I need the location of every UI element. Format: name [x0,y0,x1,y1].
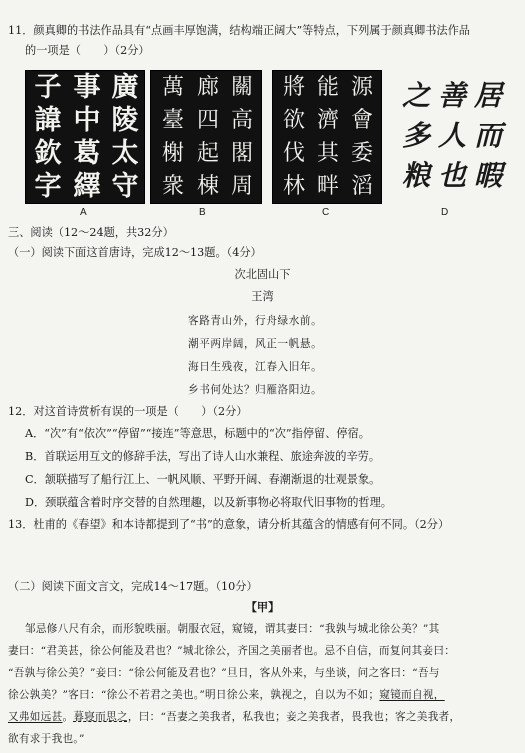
calligraphy-char: 廊 [196,74,219,100]
calligraphy-char: 閣 [230,140,253,166]
calligraphy-char: 繹 [73,171,101,202]
calligraphy-column [345,71,379,203]
q12-stem: 12．对这首诗赏析有误的一项是（ ）（2分） [8,405,248,418]
classical-text: ，曰：“吾妻之美我者，私我也；妾之美我者，畏我也；客之美我者， [127,711,461,723]
calligraphy-char: 關 [230,74,253,100]
q11-stem-line2: 的一项是（ ）（2分） [25,44,150,57]
calligraphy-char: 字 [34,171,62,202]
calligraphy-column [225,71,259,203]
calligraphy-char: 衆 [161,173,184,199]
q11-stem-line1: 11．颜真卿的书法作品具有“点画丰厚饱满，结构端正阔大”等特点，下列属于颜真卿书法作品 [8,24,470,37]
calligraphy-column [156,71,190,203]
calligraphy-column [311,71,345,203]
q13-stem: 13．杜甫的《春望》和本诗都提到了“书”的意象，请分析其蕴含的情感有何不同。（2分） [8,518,450,531]
calligraphy-panel-d[interactable] [398,70,508,202]
option-label-a: A [80,207,87,218]
calligraphy-char: 會 [350,107,373,133]
calligraphy-char: 能 [316,74,339,100]
calligraphy-panel-c[interactable] [272,70,382,204]
passage-jia-heading: 【甲】 [245,600,280,614]
q12-option-b[interactable]: B．首联运用互文的修辞手法，写出了诗人山水兼程、旅途奔波的辛劳。 [25,450,381,463]
calligraphy-char: 之 [401,79,430,112]
part2-intro: （二）阅读下面文言文，完成14～17题。（10分） [8,580,258,593]
calligraphy-char: 中 [73,105,101,136]
classical-text: 。 [62,711,74,723]
calligraphy-char: 欽 [34,138,62,169]
calligraphy-char: 諱 [34,105,62,136]
classical-line [8,709,460,724]
option-label-c: C [322,207,330,218]
calligraphy-char: 棟 [196,173,219,199]
calligraphy-char: 事 [73,72,101,103]
calligraphy-char: 委 [350,140,373,166]
calligraphy-char: 周 [230,173,253,199]
calligraphy-char: 多 [401,119,430,152]
calligraphy-char: 其 [316,140,339,166]
poem-title: 次北固山下 [234,268,291,281]
q12-option-d[interactable]: D．颈联蕴含着时序交替的自然理趣，以及新事物必将取代旧事物的哲理。 [25,496,392,509]
option-label-d: D [441,207,449,218]
calligraphy-char: 畔 [316,173,339,199]
calligraphy-char: 葛 [73,138,101,169]
part1-intro: （一）阅读下面这首唐诗，完成12～13题。（4分） [8,246,262,259]
q12-option-a[interactable]: A．“次”有“依次”“停留”“接连”等意思，标题中的“次”指停留、停宿。 [25,427,370,440]
calligraphy-char: 濟 [316,107,339,133]
dotted-phrase: 暮寝而思之 [73,711,128,723]
calligraphy-char: 陵 [111,105,139,136]
calligraphy-char: 而 [473,119,502,152]
calligraphy-char: 廣 [111,72,139,103]
calligraphy-char: 起 [196,140,219,166]
calligraphy-char: 也 [437,159,466,192]
calligraphy-column [398,76,434,196]
q12-option-c[interactable]: C．颔联描写了船行江上、一帆风顺、平野开阔、春潮渐退的壮观景象。 [25,473,381,486]
calligraphy-column [434,76,470,196]
calligraphy-char: 源 [350,74,373,100]
classical-line: “吾孰与徐公美？”妾曰：“徐公何能及君也？”旦日，客从外来，与坐谈，问之客曰：“吾与 [8,667,440,679]
calligraphy-char: 子 [34,72,62,103]
calligraphy-char: 欲 [282,107,305,133]
calligraphy-char: 萬 [161,74,184,100]
calligraphy-panel-b[interactable] [150,70,262,204]
calligraphy-column [30,71,66,203]
classical-line [8,687,445,702]
underlined-phrase: 窥镜而自视， [379,689,445,701]
calligraphy-char: 四 [196,107,219,133]
calligraphy-char: 榭 [161,140,184,166]
calligraphy-column [68,71,106,203]
calligraphy-char: 守 [111,171,139,202]
calligraphy-char: 善 [437,79,466,112]
poem-author: 王湾 [251,290,274,303]
calligraphy-char: 暇 [473,159,502,192]
poem-line: 乡书何处达？归雁洛阳边。 [188,384,323,396]
calligraphy-column [277,71,311,203]
calligraphy-char: 粮 [401,159,430,192]
classical-text: 徐公孰美？”客曰：“徐公不若君之美也。”明日徐公来，孰视之，自以为不如； [8,689,380,701]
calligraphy-char: 高 [230,107,253,133]
calligraphy-char: 滔 [350,173,373,199]
option-label-b: B [199,207,206,218]
calligraphy-char: 林 [282,173,305,199]
calligraphy-char: 伐 [282,140,305,166]
calligraphy-panel-a[interactable] [25,70,145,204]
calligraphy-char: 將 [282,74,305,100]
poem-line: 海日生残夜，江春入旧年。 [188,361,323,373]
calligraphy-column [191,71,225,203]
calligraphy-column [470,76,506,196]
calligraphy-char: 居 [473,79,502,112]
calligraphy-char: 臺 [161,107,184,133]
classical-line: 欲有求于我也。” [8,733,85,745]
poem-line: 客路青山外，行舟绿水前。 [188,315,323,327]
classical-line: 妻曰：“君美甚，徐公何能及君也？”城北徐公，齐国之美丽者也。忌不自信，而复问其妾曰： [8,645,456,657]
calligraphy-char: 太 [111,138,139,169]
underlined-phrase: 又弗如远甚 [8,711,63,723]
calligraphy-char: 人 [437,119,466,152]
classical-line: 邹忌修八尺有余，而形貌昳丽。朝服衣冠，窥镜，谓其妻曰：“我孰与城北徐公美？”其 [25,623,440,635]
section-heading: 三、阅读（12～24题，共32分） [8,226,174,239]
poem-line: 潮平两岸阔，风正一帆悬。 [188,338,323,350]
calligraphy-column [108,71,142,203]
